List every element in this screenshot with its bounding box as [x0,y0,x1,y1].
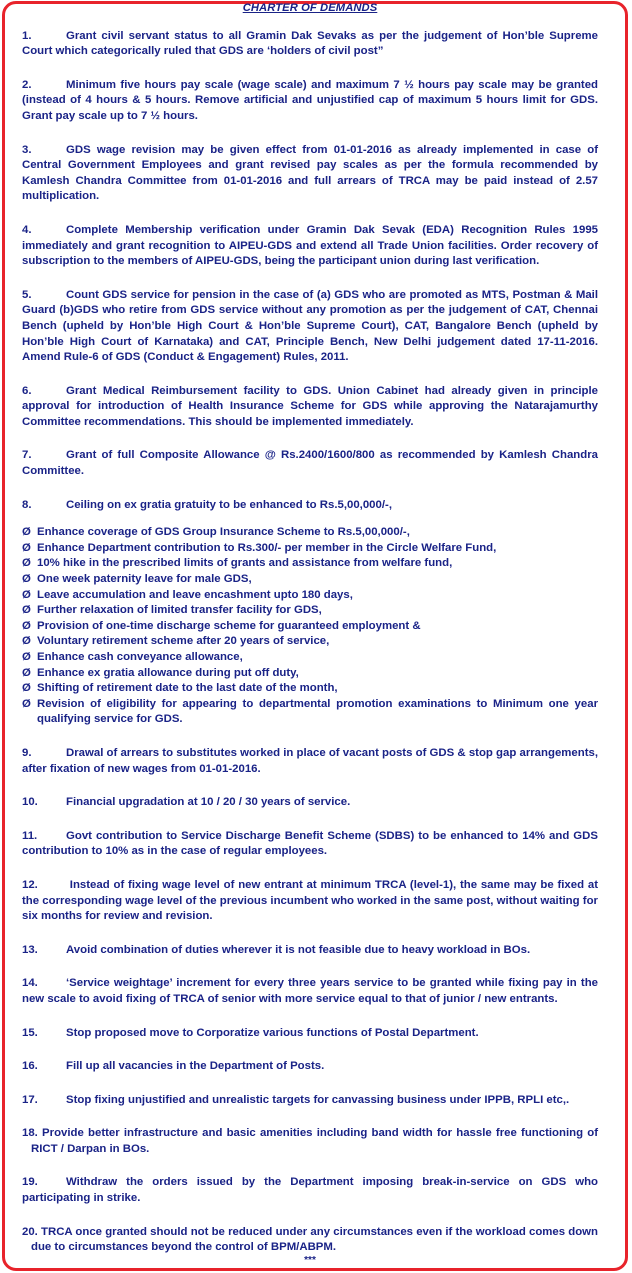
demand-item-19 [22,1175,598,1206]
demand-text: Fill up all vacancies in the Department of Posts. [66,1060,325,1073]
demand-item-18 [22,1126,598,1157]
bullet-item [22,650,598,666]
demand-item [22,943,598,959]
bullet-item [22,556,598,572]
demand-text: Financial upgradation at 10 / 20 / 30 years of service. [66,796,351,809]
bullet-item [22,697,598,728]
bullet-arrow-icon: Ø [22,619,31,632]
demand-number: 16. [22,1060,38,1073]
bullet-arrow-icon: Ø [22,635,31,648]
bullet-list [22,525,598,728]
bullet-arrow-icon: Ø [22,541,31,554]
bullet-item [22,572,598,588]
demand-text: Stop fixing unjustified and unrealistic targets for canvassing business under IPPB, RPLI etc,. [66,1093,570,1106]
charter-document [22,0,598,1266]
demand-number: 13. [22,943,38,956]
demand-text: ‘Service weightage’ increment for every three years service to be granted while fixing pay in the new scale to avoid fixing of TRCA of senior with more service equal to that of junior / new entrants. [22,977,598,1005]
demand-item [22,795,598,811]
bullet-arrow-icon: Ø [22,557,31,570]
demand-text: Minimum five hours pay scale (wage scale) and maximum 7 ½ hours pay scale may be granted (instead of 4 hours & 5 hours. Remove artificial and unjustified cap of maximum 5 hours limit for GDS. Grant pay scale up to 7 ½ hours. [22,78,598,122]
demand-item [22,1093,598,1109]
bullet-item [22,634,598,650]
demand-item [22,498,598,514]
bullet-item [22,588,598,604]
demand-number: 9. [22,746,32,759]
bullet-text: Revision of eligibility for appearing to departmental promotion examinations to Minimum one year qualifying service for GDS. [37,697,598,726]
demand-number: 19. [22,1176,38,1189]
demand-text: Grant civil servant status to all Gramin Dak Sevaks as per the judgement of Hon’ble Supreme Court which categorically ruled that GDS are ‘holders of civil post” [22,29,598,58]
demand-text: 18. Provide better infrastructure and basic amenities including band width for hassle free functioning of RICT / Darpan in BOs. [22,1127,598,1155]
bullet-text: Enhance ex gratia allowance during put off duty, [37,666,299,679]
bullet-text: Enhance cash conveyance allowance, [37,651,243,663]
demand-text: Govt contribution to Service Discharge Benefit Scheme (SDBS) to be enhanced to 14% and GDS contribution to 10% as in the case of regular employees. [22,829,598,858]
bullet-text: One week paternity leave for male GDS, [37,573,252,586]
demands-list-b [22,746,598,1108]
demand-number: 4. [22,223,32,236]
bullet-arrow-icon: Ø [22,697,31,710]
demand-number: 10. [22,796,38,809]
demand-text: Ceiling on ex gratia gratuity to be enhanced to Rs.5,00,000/-, [66,498,392,511]
bullet-arrow-icon: Ø [22,604,31,617]
demand-text: Instead of fixing wage level of new entrant at minimum TRCA (level-1), the same may be fixed at the corresponding wage level of the previous incumbent who worked in the same post, without waiting for six months for review and revision. [22,878,598,923]
demand-number: 1. [22,29,32,42]
demand-text: Complete Membership verification under Gramin Dak Sevak (EDA) Recognition Rules 1995 immediately and grant recognition to AIPEU-GDS and extend all Trade Union facilities. Order recovery of subscription to the members of AIPEU-GDS, being the participant union during last verification. [22,223,598,268]
bullet-text: Enhance Department contribution to Rs.300/- per member in the Circle Welfare Fund, [37,541,497,554]
demand-text: Grant Medical Reimbursement facility to GDS. Union Cabinet had already given in principle approval for introduction of Health Insurance Scheme for GDS while approving the Natarajamurthy Committee recommendations. This should be implemented immediately. [22,384,598,428]
demand-text: 20. TRCA once granted should not be reduced under any circumstances even if the workload comes down due to circumstances beyond the control of BPM/ABPM. [22,1225,598,1254]
bullet-text: Leave accumulation and leave encashment upto 180 days, [37,588,353,601]
bullet-arrow-icon: Ø [22,651,31,663]
demand-text: Stop proposed move to Corporatize various functions of Postal Department. [66,1026,479,1039]
demand-item [22,829,598,860]
demand-number: 7. [22,449,32,462]
bullet-arrow-icon: Ø [22,573,31,586]
demand-item [22,78,598,125]
bullet-item [22,603,598,619]
demand-text: Withdraw the orders issued by the Department imposing break-in-service on GDS who participating in strike. [22,1176,598,1205]
bullet-text: Further relaxation of limited transfer facility for GDS, [37,604,322,617]
demand-number: 6. [22,384,32,397]
bullet-item [22,666,598,682]
demand-item [22,976,598,1007]
bullet-text: Enhance coverage of GDS Group Insurance Scheme to Rs.5,00,000/-, [37,526,410,539]
demand-number: 12. [22,878,38,891]
bullet-text: Provision of one-time discharge scheme for guaranteed employment & [37,619,421,632]
demand-item [22,1059,598,1075]
bullet-text: Shifting of retirement date to the last date of the month, [37,682,338,695]
demand-text: Avoid combination of duties wherever it is not feasible due to heavy workload in BOs. [66,943,531,956]
bullet-arrow-icon: Ø [22,526,31,539]
bullet-arrow-icon: Ø [22,682,31,695]
demand-item [22,448,598,479]
demand-item [22,29,598,60]
bullet-arrow-icon: Ø [22,588,31,601]
demand-item [22,746,598,777]
bullet-text: Voluntary retirement scheme after 20 years of service, [37,635,330,648]
demand-number: 15. [22,1026,38,1039]
page-title: CHARTER OF DEMANDS [242,2,378,14]
bullet-item [22,681,598,697]
demand-text: GDS wage revision may be given effect from 01-01-2016 as already implemented in case of Central Government Employees and grant revised pay scales as per the formula recommended by Kamlesh Chandra Committee from 01-01-2016 and full arrears of TRCA may be paid instead of 2.57 multiplication. [22,143,598,203]
bullet-text: 10% hike in the prescribed limits of grants and assistance from welfare fund, [37,557,453,570]
bullet-item [22,619,598,635]
bullet-item [22,541,598,557]
demand-number: 5. [22,288,32,301]
demand-item [22,288,598,366]
demand-number: 8. [22,498,32,511]
end-mark: *** [304,1254,316,1266]
demand-item [22,384,598,431]
demand-item [22,143,598,205]
demand-number: 17. [22,1093,38,1106]
demand-item [22,878,598,925]
demand-item [22,1026,598,1042]
demands-list-a [22,29,598,514]
demand-number: 3. [22,143,32,156]
demand-text: Count GDS service for pension in the case of (a) GDS who are promoted as MTS, Postman & Mail Guard (b)GDS who retire from GDS service without any promotion as per the judgement of CAT, Chennai Bench (upheld by Hon’ble High Court & Hon’ble Supreme Court), CAT, Bangalore Bench (upheld by Hon’ble High Court of Karnataka) and CAT, Principle Bench, New Delhi judgement dated 17-11-2016. Amend Rule-6 of GDS (Conduct & Engagement) Rules, 2011. [22,288,598,364]
demand-text: Drawal of arrears to substitutes worked in place of vacant posts of GDS & stop gap arrangements, after fixation of new wages from 01-01-2016. [22,746,598,775]
demand-item [22,223,598,270]
bullet-arrow-icon: Ø [22,666,31,679]
demand-text: Grant of full Composite Allowance @ Rs.2400/1600/800 as recommended by Kamlesh Chandra Committee. [22,449,598,478]
demand-number: 2. [22,78,32,91]
demand-number: 14. [22,977,38,990]
bullet-item [22,525,598,541]
demand-number: 11. [22,829,38,842]
demand-item-20 [22,1225,598,1256]
